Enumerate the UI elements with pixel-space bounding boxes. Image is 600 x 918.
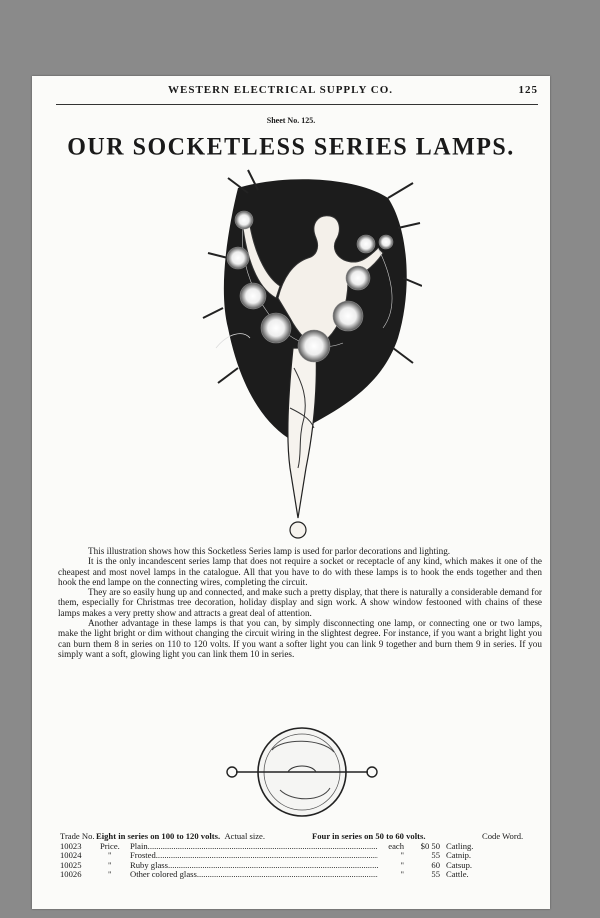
sheet-label: Sheet No. 125. [266,116,316,125]
paragraph-2: It is the only incandescent series lamp that does not require a socket or receptacle of any kind, which makes it one of the cheapest and most novel lamps in the catalogue. All that you have to do with these lamps is to hook the ends together and then hook the end lampe on the connecting wires, completing the circuit. [58,556,542,587]
dot-leader [156,851,378,860]
header-eight-series-text: Eight in series on 100 to 120 volts. [96,831,221,841]
header-trade-no: Trade No. [60,831,95,841]
header-actual-size: Actual size. [224,831,266,841]
item-description [100,870,378,880]
cherub-lamp-illustration [198,168,422,548]
price: 60 [431,859,440,870]
row-prefix: " [108,870,112,880]
row-prefix: Price. [100,841,120,851]
lamp-bulb-illustration [222,720,382,820]
price: $0 50 [420,840,440,851]
table-row [60,870,544,880]
company-name: WESTERN ELECTRICAL SUPPLY CO. [168,84,394,96]
page-number: 125 [518,84,538,96]
item-description [100,842,378,852]
trade-no: 10025 [60,859,82,870]
desc-text: Other colored glass [130,870,197,880]
unit: " [400,869,404,880]
header-rule [56,104,538,105]
unit: each [388,840,404,851]
price: 55 [431,869,440,880]
code-word: Cattle. [446,869,469,880]
description-text [58,546,542,659]
paragraph-1: This illustration shows how this Socketless Series lamp is used for parlor decorations and lighting. [88,546,451,556]
desc-text: Ruby glass [130,860,168,870]
dot-leader [168,861,378,870]
dot-leader [197,870,378,879]
table-row [60,842,544,852]
trade-no: 10024 [60,850,82,861]
trade-no: 10023 [60,840,82,851]
paragraph-3: They are so easily hung up and connected, and make such a pretty display, that there is naturally a considerable demand for them, especially for Christmas tree decoration, holiday display and sign work. A show window festooned with chains of these lamps makes a very pretty show and attracts a great deal of attention. [58,587,542,618]
catalogue-page [32,76,550,909]
dot-leader [148,842,378,851]
unit: " [400,850,404,861]
code-word: Catsup. [446,859,473,870]
header-eight-series [92,832,312,842]
desc-text: Plain [130,841,148,851]
code-word: Catling. [446,840,474,851]
row-prefix: " [108,851,112,861]
page-title: OUR SOCKETLESS SERIES LAMPS. [67,133,515,161]
trade-no: 10026 [60,869,82,880]
unit: " [400,859,404,870]
paragraph-4: Another advantage in these lamps is that you can, by simply disconnecting one lamp, or connecting one or two lamps, make the light bright or dim without changing the circuit wiring in the slightest degree. For instance, if you want a bright light you can burn them 8 in series on 110 to 120 volts. If you want a softer light you can link 9 together and burn them 9 in series. If you simply want a soft, glowing light you can link them 10 in series. [58,618,542,659]
header-four-series: Four in series on 50 to 60 volts. [312,831,426,841]
item-description [100,851,378,861]
item-description [100,861,378,871]
page-header [56,84,538,104]
price: 55 [431,850,440,861]
header-code-word: Code Word. [482,831,524,841]
code-word: Catnip. [446,850,472,861]
table-row [60,861,544,871]
desc-text: Frosted [130,851,156,861]
price-table [60,832,544,880]
row-prefix: " [108,860,112,870]
